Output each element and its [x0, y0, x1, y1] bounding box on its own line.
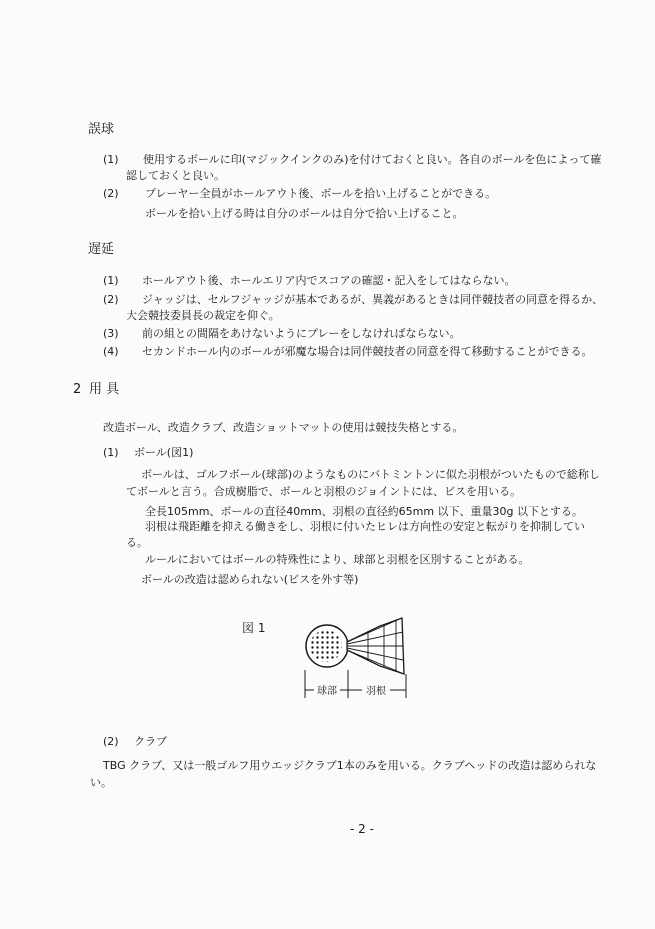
- item-number: (3): [103, 327, 119, 340]
- ball-text: 全長105mm、ボールの直径40mm、羽根の直径約65mm 以下、重量30g 以下とする。: [145, 505, 584, 518]
- item-number: (2): [103, 293, 119, 306]
- subsection-title-club: クラブ: [134, 735, 167, 748]
- item-text: ホールアウト後、ホールエリア内でスコアの確認・記入をしてはならない。: [142, 274, 516, 287]
- item-text: セカンドホール内のボールが邪魔な場合は同伴競技者の同意を得て移動することができる。: [142, 345, 593, 358]
- item-text: 使用するボールに印(マジックインクのみ)を付けておくと良い。各自のボールを色によって確: [143, 153, 602, 166]
- item-number: (1): [103, 446, 119, 459]
- subsection-title-ball: ボール(図1): [134, 446, 194, 459]
- item-text: 大会競技委員長の裁定を仰ぐ。: [126, 309, 280, 322]
- ball-text: ルールにおいてはボールの特殊性により、球部と羽根を区別することがある。: [145, 553, 530, 566]
- item-text: プレーヤー全員がホールアウト後、ボールを拾い上げることができる。: [145, 187, 497, 200]
- ball-figure: [300, 610, 420, 705]
- page-number: - 2 -: [350, 822, 374, 836]
- item-number: (2): [103, 735, 119, 748]
- item-text: ジャッジは、セルフジャッジが基本であるが、異義があるときは同伴競技者の同意を得るか、: [142, 293, 604, 306]
- ball-text: ボールは、ゴルフボール(球部)のようなものにバトミントンに似た羽根がついたもので総称し: [141, 468, 600, 481]
- item-number: (2): [103, 187, 119, 200]
- item-number: (1): [103, 274, 119, 287]
- figure-label-feather: 羽根: [366, 686, 386, 697]
- item-text: 前の組との間隔をあけないようにプレーをしなければならない。: [142, 327, 461, 340]
- section-heading-yogu: 用 具: [89, 382, 120, 397]
- ball-text: ボールの改造は認められない(ビスを外す等): [141, 573, 359, 586]
- ball-dimple-pattern: [310, 630, 342, 662]
- section-number: 2: [73, 382, 82, 397]
- club-text: い。: [90, 776, 112, 789]
- shuttle-ball-illustration: [300, 610, 420, 705]
- club-text: TBG クラブ、又は一般ゴルフ用ウエッジクラブ1本のみを用いる。クラブヘッドの改造は認められな: [103, 759, 597, 772]
- figure-caption: 図 1: [242, 621, 266, 635]
- ball-text: てボールと言う。合成樹脂で、ボールと羽根のジョイントには、ビスを用いる。: [126, 485, 522, 498]
- item-text: ボールを拾い上げる時は自分のボールは自分で拾い上げること。: [145, 207, 464, 220]
- ball-text: 羽根は飛距離を抑える働きをし、羽根に付いたヒレは方向性の安定と転がりを抑制してい: [145, 520, 585, 533]
- section-heading-chien: 遅延: [88, 242, 115, 257]
- ball-text: る。: [126, 536, 148, 549]
- intro-text: 改造ボール、改造クラブ、改造ショットマットの使用は競技失格とする。: [103, 421, 464, 434]
- section-heading-goshu: 誤球: [88, 122, 115, 137]
- item-number: (1): [103, 153, 119, 166]
- item-text: 認しておくと良い。: [126, 169, 225, 182]
- figure-label-ball: 球部: [317, 686, 337, 697]
- item-number: (4): [103, 345, 119, 358]
